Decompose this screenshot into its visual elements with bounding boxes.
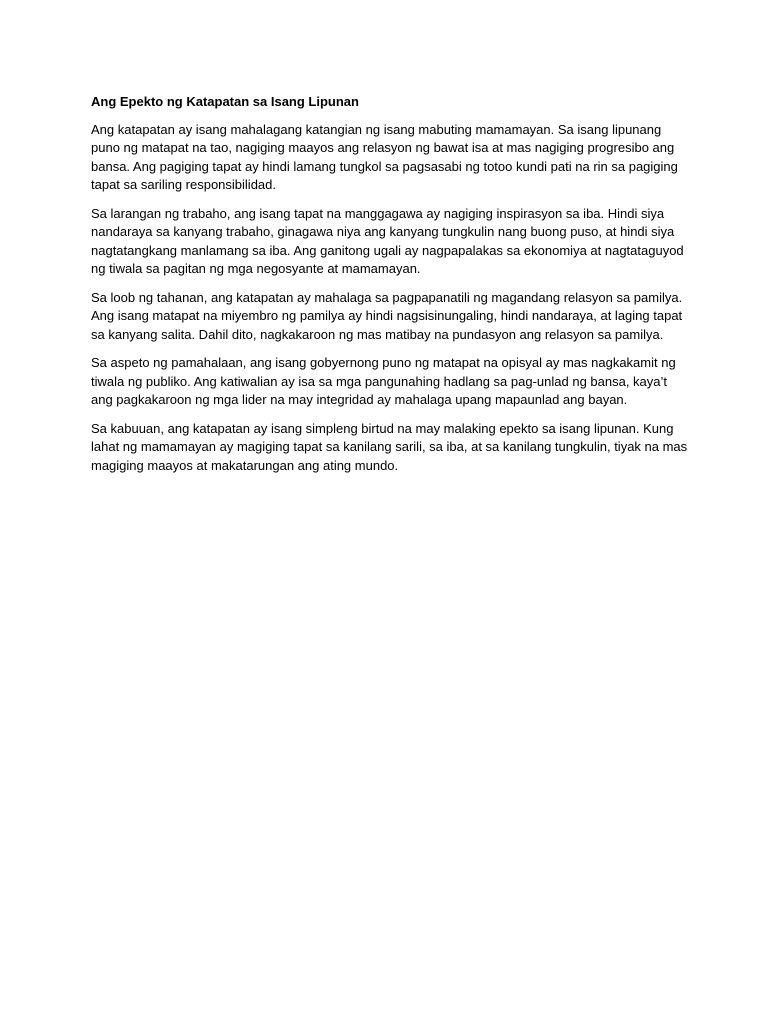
paragraph-government: Sa aspeto ng pamahalaan, ang isang gobyernong puno ng matapat na opisyal ay mas nagkakamit ng tiwala ng publiko. Ang katiwalian ay isa sa mga pangunahing hadlang sa pag-unlad ng bansa, kaya’t ang pagkakaroon ng mga lider na may integridad ay mahalaga upang mapaunlad ang bayan. [91, 355, 676, 407]
paragraph-work: Sa larangan ng trabaho, ang isang tapat na manggagawa ay nagiging inspirasyon sa iba. Hindi siya nandaraya sa kanyang trabaho, ginagawa niya ang kanyang tungkulin nang buong puso, at hindi siya nagtatangkang manlamang sa iba. Ang ganitong ugali ay nagpapalakas sa ekonomiya at nagtataguyod ng tiwala sa pagitan ng mga negosyante at mamamayan. [91, 205, 684, 276]
paragraph-conclusion: Sa kabuuan, ang katapatan ay isang simpleng birtud na may malaking epekto sa isang lipunan. Kung lahat ng mamamayan ay magiging tapat sa kanilang sarili, sa iba, at sa kanilang tungkulin, tiyak na mas magiging maayos at makatarungan ang ating mundo. [91, 420, 688, 473]
document-title: Ang Epekto ng Katapatan sa Isang Lipunan [91, 94, 359, 109]
document-body [91, 93, 691, 485]
paragraph-home: Sa loob ng tahanan, ang katapatan ay mahalaga sa pagpapanatili ng magandang relasyon sa pamilya. Ang isang matapat na miyembro ng pamilya ay hindi nagsisinungaling, hindi nandaraya, at laging tapat sa kanyang salita. Dahil dito, nagkakaroon ng mas matibay na pundasyon ang relasyon sa pamilya. [91, 289, 683, 342]
paragraph-intro: Ang katapatan ay isang mahalagang katangian ng isang mabuting mamamayan. Sa isang lipunang puno ng matapat na tao, nagiging maayos ang relasyon ng bawat isa at mas nagiging progresibo ang bansa. Ang pagiging tapat ay hindi lamang tungkol sa pagsasabi ng totoo kundi pati na rin sa pagiging tapat sa sariling responsibilidad. [91, 121, 678, 192]
